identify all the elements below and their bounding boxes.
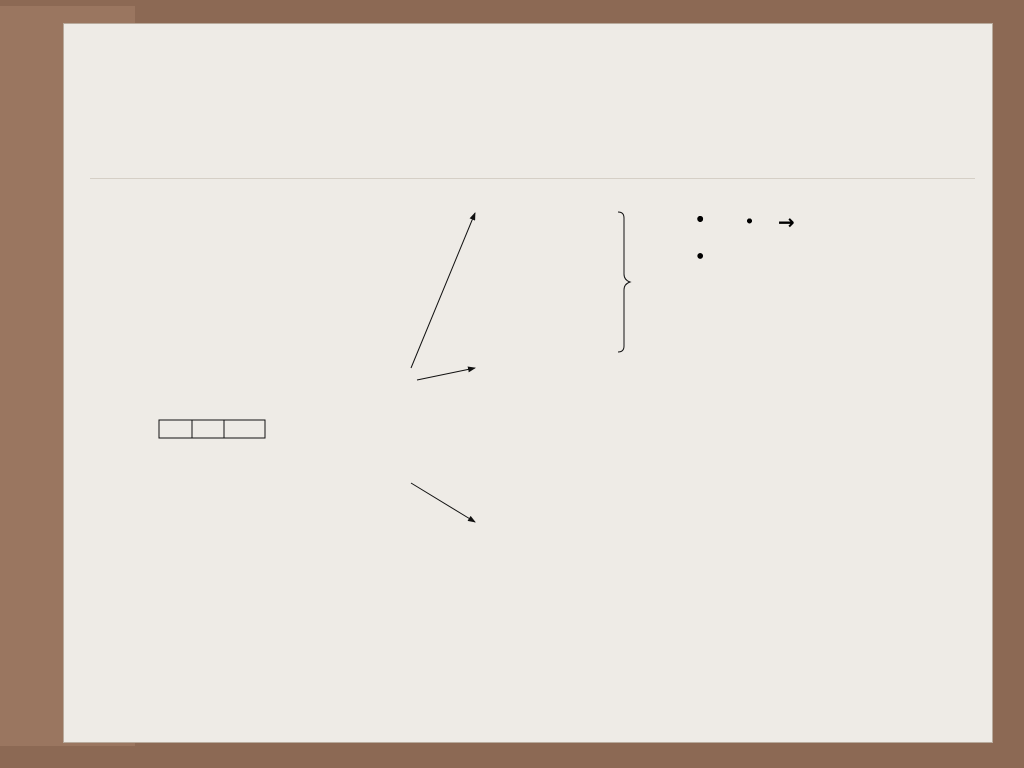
pt2-field	[192, 420, 224, 438]
title-divider	[90, 178, 975, 179]
pointer-arrow-mid	[417, 368, 475, 380]
offset-field	[224, 420, 265, 438]
multilevel-page-table-diagram	[125, 180, 680, 670]
bullet-list	[692, 204, 992, 241]
pointer-arrow-bottom	[411, 483, 475, 522]
pt1-field	[159, 420, 192, 438]
pointer-arrow-top	[411, 213, 475, 368]
subbullet-entry-size	[692, 204, 992, 241]
brace-icon	[618, 212, 630, 352]
spiral-binding-icon	[0, 0, 120, 768]
right-arrow-icon: →	[778, 210, 795, 234]
